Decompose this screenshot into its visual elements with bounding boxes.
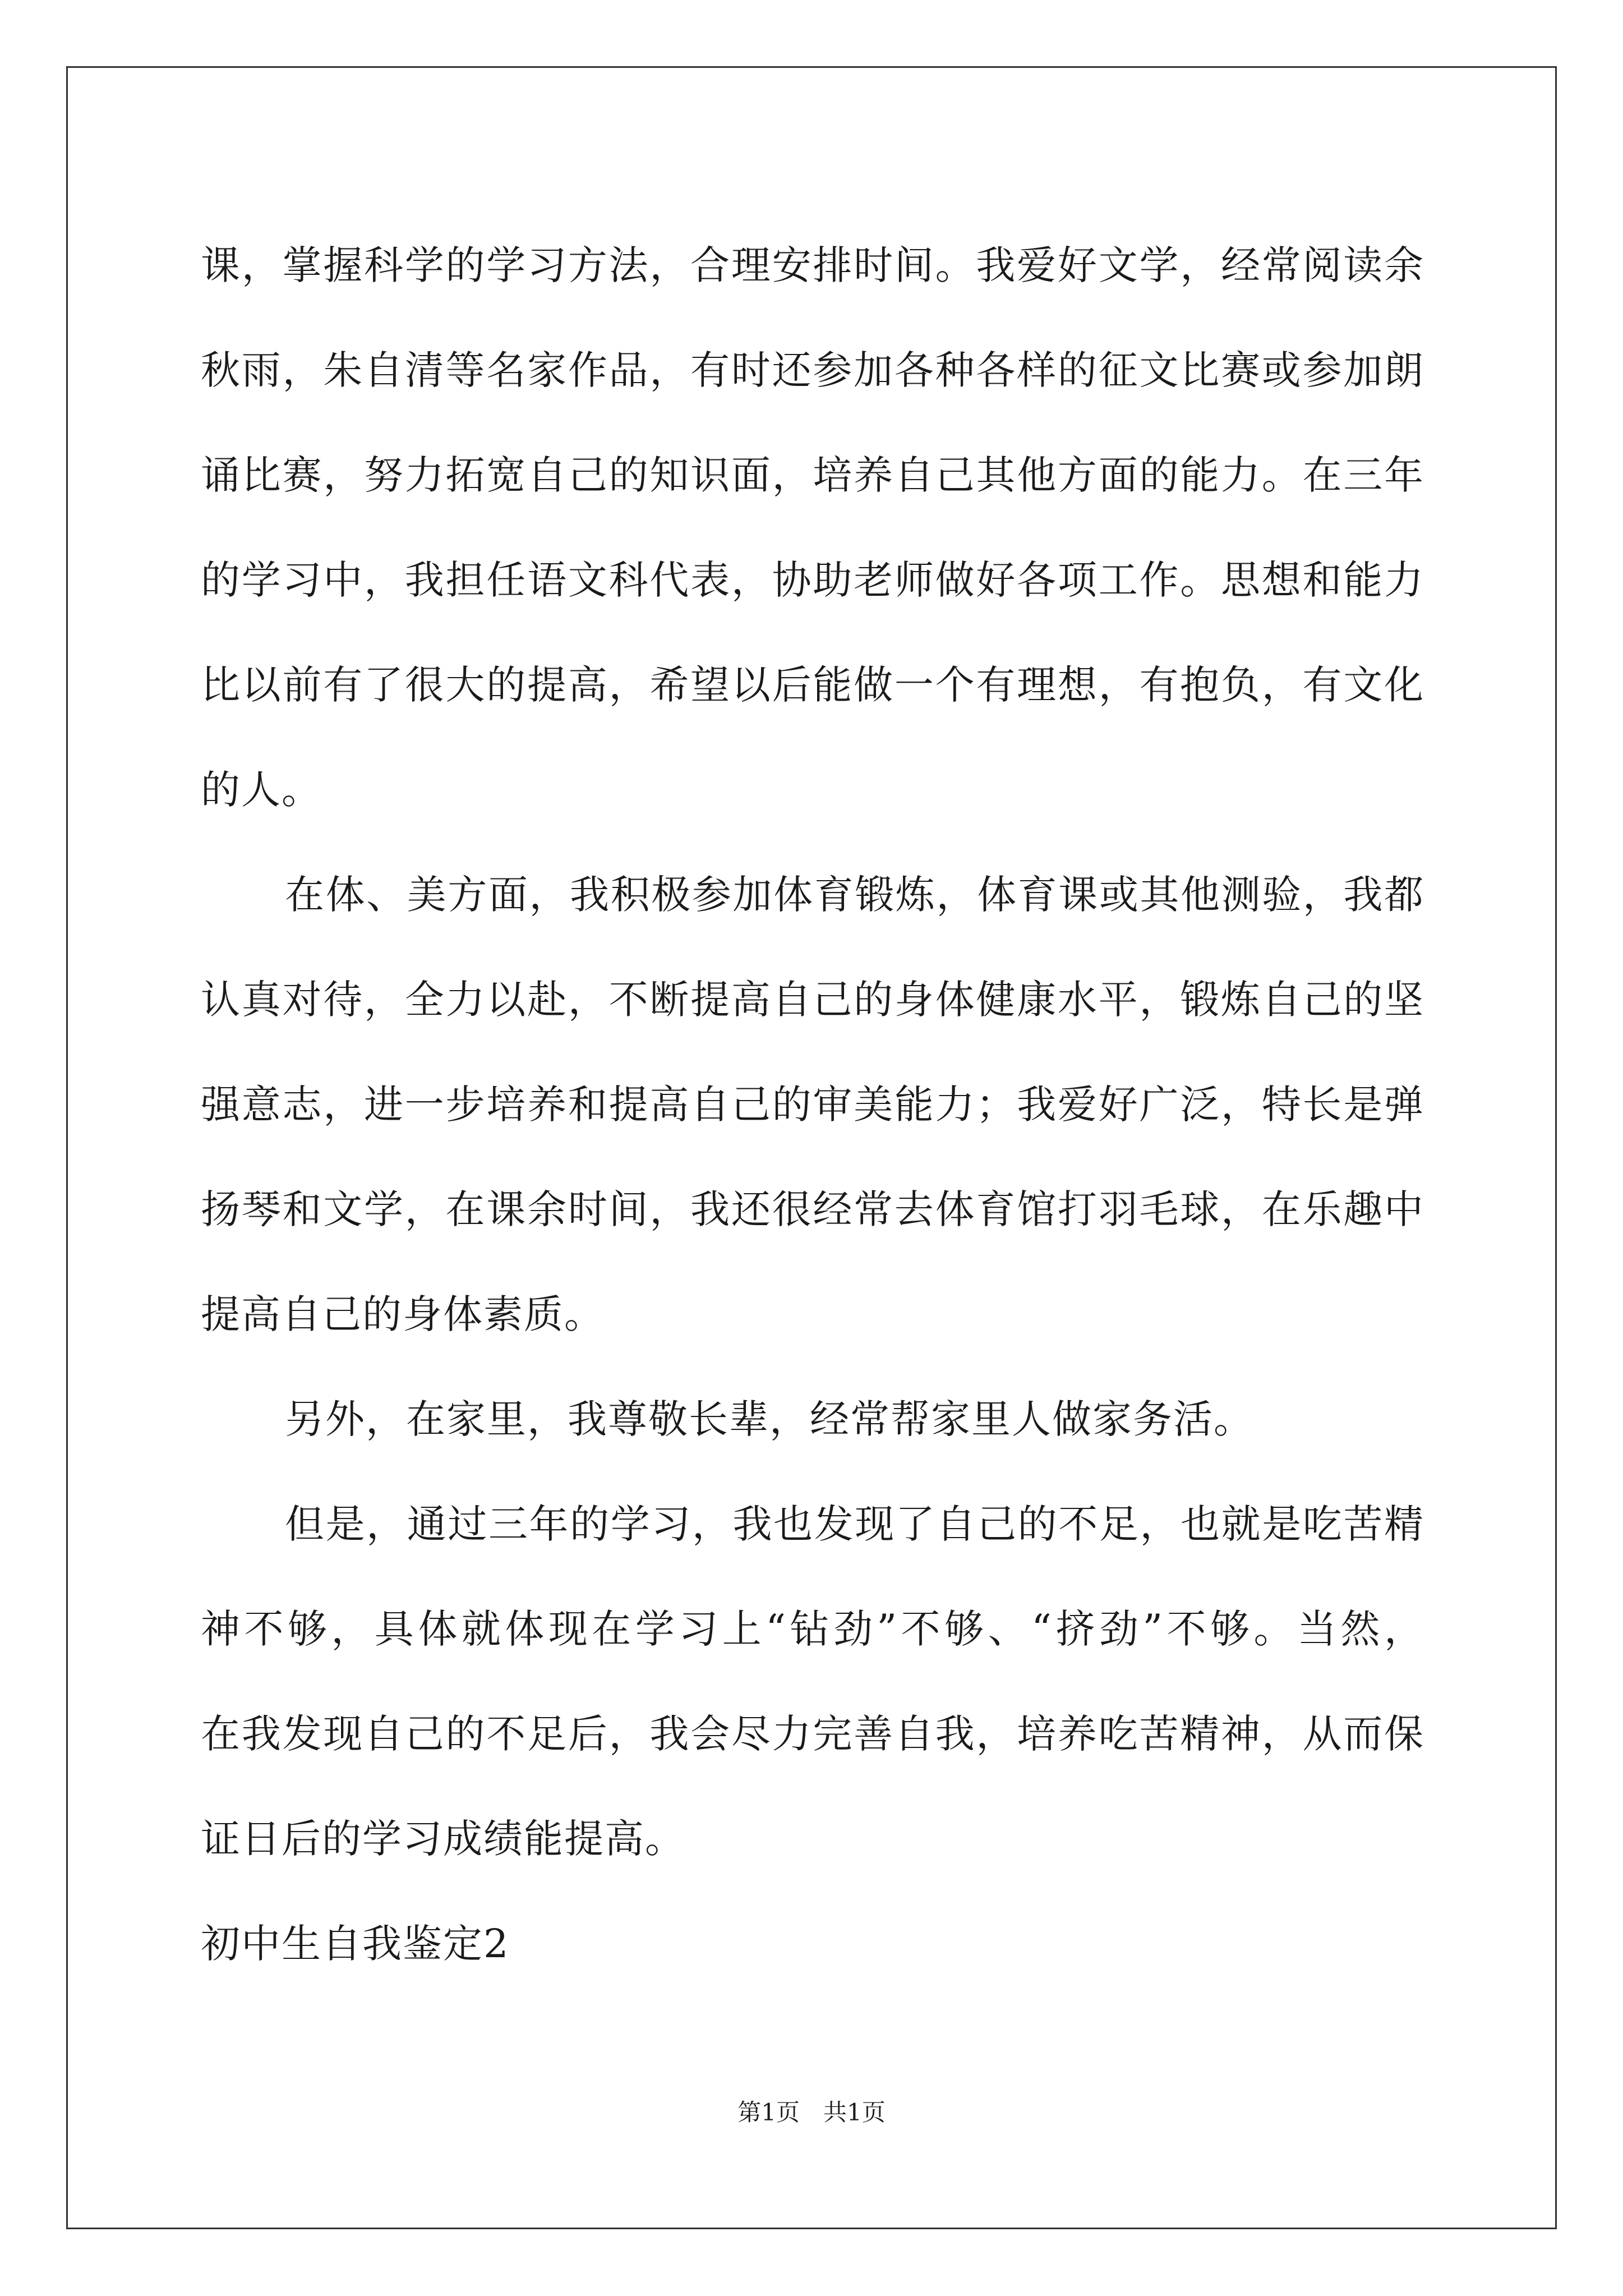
document-body (201, 213, 1424, 1996)
text-line: 神不够，具体就体现在学习上“钻劲”不够、“挤劲”不够。当然， (201, 1606, 1424, 1652)
text-line: 在我发现自己的不足后，我会尽力完善自我，培养吃苦精神，从而保 (201, 1711, 1424, 1757)
text-line: 提高自己的身体素质。 (201, 1291, 605, 1337)
text-line: 的人。 (201, 767, 322, 813)
page-footer: 第1页 共1页 (737, 2099, 886, 2126)
text-line: 另外，在家里，我尊敬长辈，经常帮家里人做家务活。 (285, 1396, 1254, 1442)
text-line: 强意志，进一步培养和提高自己的审美能力；我爱好广泛，特长是弹 (201, 1082, 1424, 1128)
text-line: 秋雨，朱自清等名家作品，有时还参加各种各样的征文比赛或参加朗 (201, 347, 1424, 393)
text-line: 比以前有了很大的提高，希望以后能做一个有理想，有抱负，有文化 (201, 662, 1424, 708)
text-line: 诵比赛，努力拓宽自己的知识面，培养自己其他方面的能力。在三年 (201, 452, 1424, 498)
paragraph (201, 1472, 1424, 1892)
text-line: 认真对待，全力以赴，不断提高自己的身体健康水平，锻炼自己的坚 (201, 977, 1424, 1023)
text-line: 课，掌握科学的学习方法，合理安排时间。我爱好文学，经常阅读余 (201, 242, 1424, 288)
text-line: 证日后的学习成绩能提高。 (201, 1816, 685, 1862)
text-line: 在体、美方面，我积极参加体育锻炼，体育课或其他测验，我都 (285, 872, 1424, 918)
text-line: 扬琴和文学，在课余时间，我还很经常去体育馆打羽毛球，在乐趣中 (201, 1186, 1424, 1232)
text-line: 但是，通过三年的学习，我也发现了自己的不足，也就是吃苦精 (285, 1501, 1424, 1547)
section-heading: 初中生自我鉴定2 (201, 1921, 510, 1967)
paragraph (201, 213, 1424, 843)
text-line: 的学习中，我担任语文科代表，协助老师做好各项工作。思想和能力 (201, 557, 1424, 603)
paragraph (201, 1367, 1424, 1472)
paragraph (201, 843, 1424, 1367)
